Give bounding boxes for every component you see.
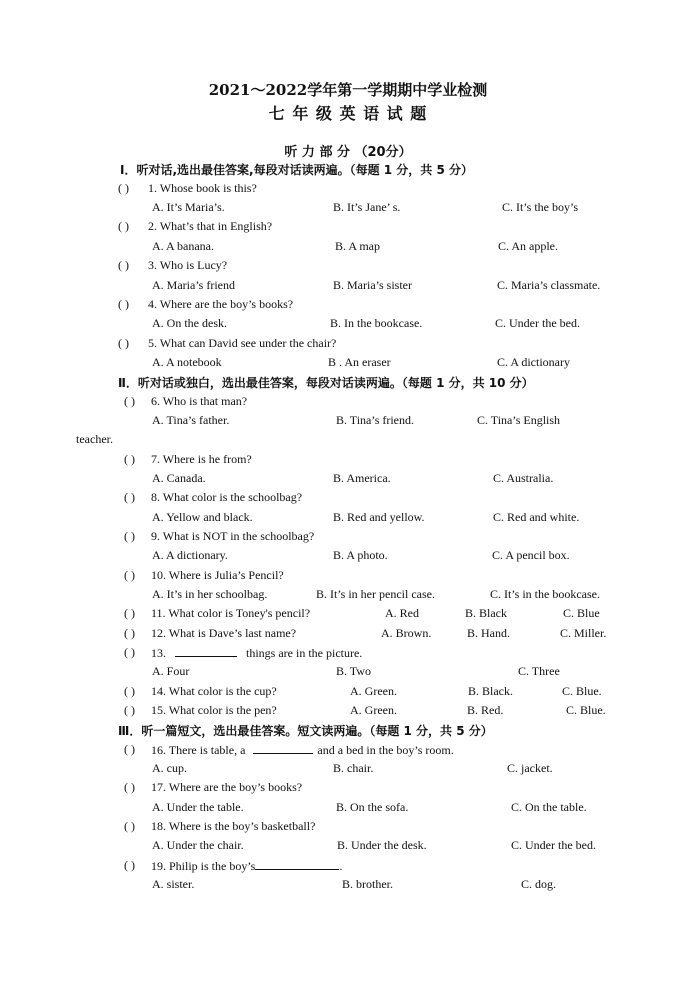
fill-in-blank[interactable] <box>253 742 313 754</box>
part-title: 听 力 部 分 （20分） <box>284 145 412 160</box>
option-18b: B. Under the desk. <box>337 838 427 852</box>
question-12: 12. What is Dave’s last name? <box>151 626 297 640</box>
question-15: 15. What color is the pen? <box>151 703 277 717</box>
question-13-text: things are in the picture. <box>246 646 363 660</box>
exam-title: 2021～2022学年第一学期期中学业检测 <box>208 81 488 99</box>
option-12a: A. Brown. <box>381 626 432 640</box>
option-11a: A. Red <box>385 606 419 620</box>
question-19-text-start: 19. Philip is the boy’s <box>151 859 256 873</box>
option-15a: A. Green. <box>350 703 397 717</box>
option-7c: C. Australia. <box>493 471 554 485</box>
section-1-heading: Ⅰ．听对话,选出最佳答案,每段对话读两遍。（每题 1 分，共 5 分） <box>120 163 473 177</box>
option-5c: C. A dictionary <box>497 355 570 369</box>
option-7b: B. America. <box>333 471 391 485</box>
section-2-heading: Ⅱ．听对话或独白，选出最佳答案，每段对话读两遍。（每题 1 分，共 10 分） <box>118 376 534 390</box>
option-8b: B. Red and yellow. <box>333 510 425 524</box>
option-16a: A. cup. <box>152 761 187 775</box>
option-19c: C. dog. <box>521 877 557 891</box>
option-12b: B. Hand. <box>467 626 510 640</box>
answer-blank[interactable]: ( ) <box>124 606 135 620</box>
question-19 <box>151 858 342 874</box>
option-8c: C. Red and white. <box>493 510 580 524</box>
option-10a: A. It’s in her schoolbag. <box>152 587 268 601</box>
question-16 <box>151 742 454 758</box>
answer-blank[interactable]: ( ) <box>118 181 129 195</box>
section-3-heading: Ⅲ．听一篇短文，选出最佳答案。短文读两遍。（每题 1 分，共 5 分） <box>118 724 493 738</box>
option-2c: C. An apple. <box>498 239 558 253</box>
answer-blank[interactable]: ( ) <box>124 529 135 543</box>
option-17b: B. On the sofa. <box>336 800 409 814</box>
option-13c: C. Three <box>518 664 560 678</box>
question-3: 3. Who is Lucy? <box>148 258 228 272</box>
question-5: 5. What can David see under the chair? <box>148 336 337 350</box>
question-13-number: 13. <box>151 646 166 660</box>
option-10c: C. It’s in the bookcase. <box>490 587 600 601</box>
answer-blank[interactable]: ( ) <box>118 219 129 233</box>
option-2b: B. A map <box>335 239 381 253</box>
answer-blank[interactable]: ( ) <box>124 645 135 659</box>
answer-blank[interactable]: ( ) <box>118 297 129 311</box>
option-18a: A. Under the chair. <box>152 838 244 852</box>
fill-in-blank[interactable] <box>175 645 237 657</box>
question-13 <box>151 645 362 661</box>
question-19-text-end: . <box>339 859 343 873</box>
answer-blank[interactable]: ( ) <box>118 336 129 350</box>
option-12c: C. Miller. <box>560 626 607 640</box>
answer-blank[interactable]: ( ) <box>124 819 135 833</box>
answer-blank[interactable]: ( ) <box>124 568 135 582</box>
option-5b: B . An eraser <box>328 355 391 369</box>
option-6b: B. Tina’s friend. <box>336 413 415 427</box>
option-9b: B. A photo. <box>333 548 388 562</box>
option-16c: C. jacket. <box>507 761 553 775</box>
answer-blank[interactable]: ( ) <box>124 626 135 640</box>
option-1c: C. It’s the boy’s <box>502 200 579 214</box>
option-1a: A. It’s Maria’s. <box>152 200 225 214</box>
option-14a: A. Green. <box>350 684 397 698</box>
question-9: 9. What is NOT in the schoolbag? <box>151 529 315 543</box>
question-6: 6. Who is that man? <box>151 394 248 408</box>
option-4c: C. Under the bed. <box>495 316 580 330</box>
option-4a: A. On the desk. <box>152 316 227 330</box>
option-19a: A. sister. <box>152 877 195 891</box>
question-16-text-start: 16. There is table, a <box>151 743 246 757</box>
question-11: 11. What color is Toney's pencil? <box>151 606 311 620</box>
option-13a: A. Four <box>152 664 190 678</box>
option-15c: C. Blue. <box>566 703 606 717</box>
option-15b: B. Red. <box>467 703 504 717</box>
answer-blank[interactable]: ( ) <box>124 742 135 756</box>
option-10b: B. It’s in her pencil case. <box>316 587 435 601</box>
question-18: 18. Where is the boy’s basketball? <box>151 819 316 833</box>
answer-blank[interactable]: ( ) <box>124 858 135 872</box>
question-2: 2. What’s that in English? <box>148 219 273 233</box>
answer-blank[interactable]: ( ) <box>124 780 135 794</box>
option-17c: C. On the table. <box>511 800 587 814</box>
option-4b: B. In the bookcase. <box>330 316 423 330</box>
option-1b: B. It’s Jane’ s. <box>333 200 401 214</box>
answer-blank[interactable]: ( ) <box>118 258 129 272</box>
question-7: 7. Where is he from? <box>151 452 252 466</box>
fill-in-blank[interactable] <box>255 858 339 870</box>
option-5a: A. A notebook <box>152 355 222 369</box>
option-11c: C. Blue <box>563 606 600 620</box>
question-4: 4. Where are the boy’s books? <box>148 297 294 311</box>
option-17a: A. Under the table. <box>152 800 244 814</box>
question-1: 1. Whose book is this? <box>148 181 257 195</box>
question-16-text-end: and a bed in the boy’s room. <box>317 743 454 757</box>
option-14c: C. Blue. <box>562 684 602 698</box>
answer-blank[interactable]: ( ) <box>124 684 135 698</box>
option-2a: A. A banana. <box>152 239 214 253</box>
option-3b: B. Maria’s sister <box>333 278 412 292</box>
option-3a: A. Maria’s friend <box>152 278 235 292</box>
option-6c-wrap: teacher. <box>76 432 113 446</box>
option-3c: C. Maria’s classmate. <box>497 278 601 292</box>
answer-blank[interactable]: ( ) <box>124 703 135 717</box>
answer-blank[interactable]: ( ) <box>124 394 135 408</box>
option-11b: B. Black <box>465 606 507 620</box>
option-7a: A. Canada. <box>152 471 206 485</box>
question-8: 8. What color is the schoolbag? <box>151 490 303 504</box>
question-17: 17. Where are the boy’s books? <box>151 780 303 794</box>
option-9c: C. A pencil box. <box>492 548 570 562</box>
question-14: 14. What color is the cup? <box>151 684 277 698</box>
option-14b: B. Black. <box>468 684 513 698</box>
answer-blank[interactable]: ( ) <box>124 452 135 466</box>
option-8a: A. Yellow and black. <box>152 510 253 524</box>
exam-subtitle: 七 年 级 英 语 试 题 <box>268 104 428 123</box>
option-9a: A. A dictionary. <box>152 548 228 562</box>
answer-blank[interactable]: ( ) <box>124 490 135 504</box>
option-18c: C. Under the bed. <box>511 838 596 852</box>
option-6c: C. Tina’s English <box>477 413 561 427</box>
option-13b: B. Two <box>336 664 371 678</box>
option-6a: A. Tina’s father. <box>152 413 230 427</box>
option-19b: B. brother. <box>342 877 393 891</box>
question-10: 10. Where is Julia’s Pencil? <box>151 568 284 582</box>
option-16b: B. chair. <box>333 761 374 775</box>
